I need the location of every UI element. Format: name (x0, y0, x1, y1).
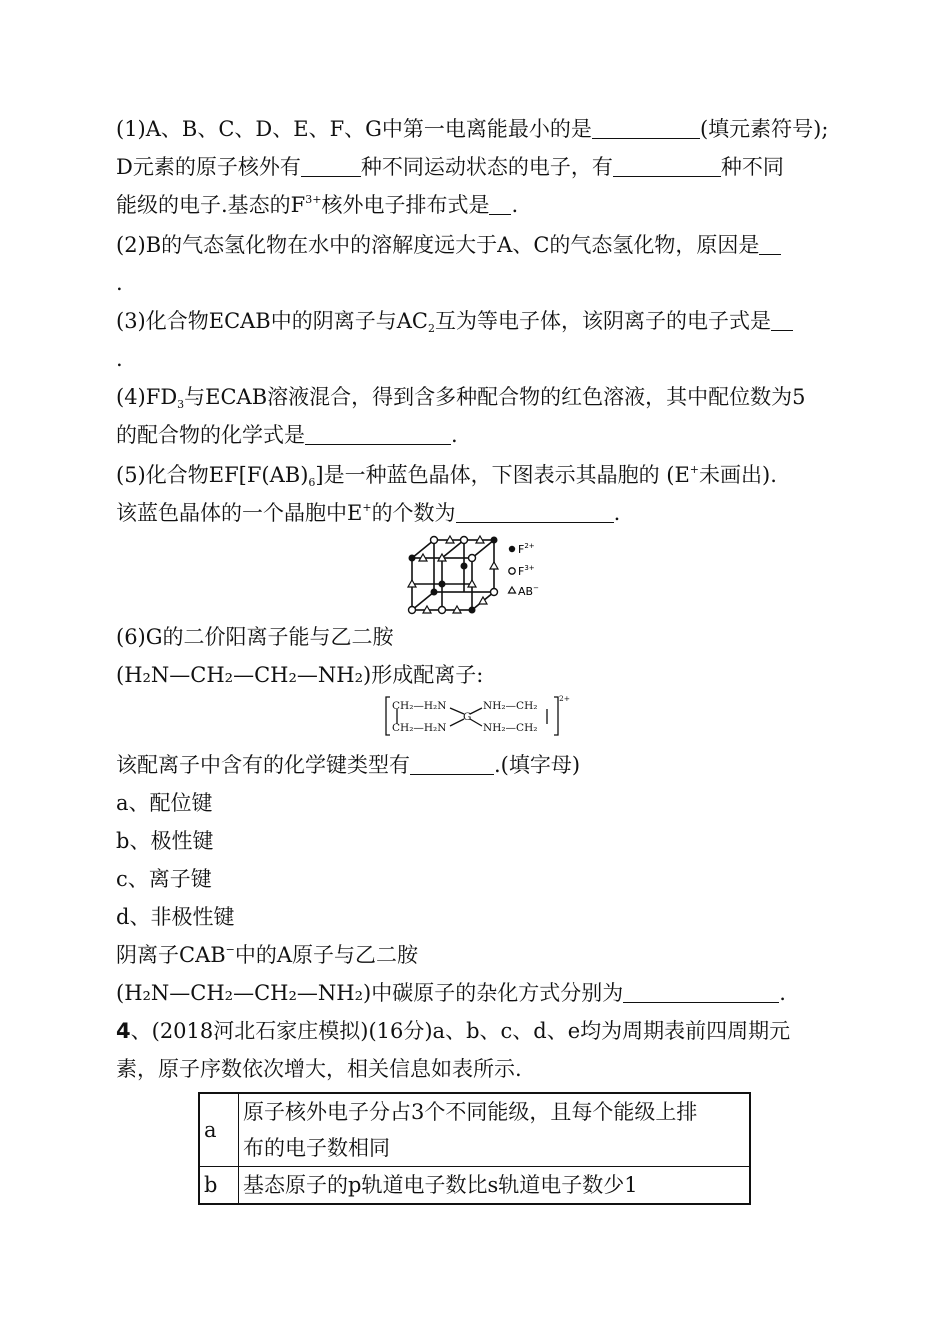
q7-line2 (116, 1054, 522, 1084)
q6-option-d (116, 902, 234, 932)
f3-ion-icon (491, 589, 498, 596)
q1-text-b: (填元素符号); (699, 117, 829, 141)
f3-ion-icon (469, 555, 476, 562)
f3-ion-icon (439, 607, 446, 614)
q7-text-a: 、(2018河北石家庄模拟)(16分)a、b、c、d、e均为周期表前四周期元 (130, 1019, 791, 1043)
table-cell-value: 基态原子的p轨道电子数比s轨道电子数少1 (239, 1167, 751, 1205)
ab-ion-icon (490, 562, 498, 569)
q5-text-a: (5)化合物EF[F(AB) (116, 463, 309, 487)
f2-ion-icon (469, 607, 476, 614)
legend-f3-icon (509, 568, 515, 574)
q4-text-c: 的配合物的化学式是 (116, 423, 305, 447)
q6-text-c: 该配离子中含有的化学键类型有 (116, 753, 410, 777)
complex-center: G (463, 711, 472, 723)
answer-blank[interactable] (301, 156, 361, 177)
complex-charge: 2+ (559, 694, 571, 703)
f2-ion-icon (461, 563, 468, 570)
table-cell-key: a (199, 1093, 239, 1167)
cell-line: 布的电子数相同 (243, 1136, 390, 1160)
legend-ab-label: AB− (518, 584, 539, 598)
answer-blank[interactable] (305, 424, 451, 445)
q6-line5 (116, 978, 786, 1008)
q6-text-d: .(填字母) (494, 753, 581, 777)
q7-text-b: 素，原子序数依次增大，相关信息如表所示. (116, 1057, 522, 1081)
f3-ion-icon (431, 537, 438, 544)
option-label: c、离子键 (116, 867, 212, 891)
q6-line4 (116, 940, 418, 970)
superscript: + (362, 501, 372, 514)
legend-ab-icon (509, 587, 516, 593)
subscript: 6 (308, 476, 316, 489)
f2-ion-icon (409, 555, 416, 562)
q1-text-d: 种不同运动状态的电子，有 (360, 155, 613, 179)
q6-option-b (116, 826, 213, 856)
q5-text-e: 的个数为 (371, 501, 456, 525)
f3-ion-icon (409, 607, 416, 614)
q3-line2 (116, 344, 123, 374)
complex-left-bottom: CH₂—H₂N (392, 722, 447, 734)
q5-text-b: ]是一种蓝色晶体，下图表示其晶胞的 (E (315, 463, 690, 487)
answer-blank[interactable] (613, 156, 721, 177)
f2-ion-icon (439, 581, 446, 588)
q6-text-g: (H₂N—CH₂—CH₂—NH₂)中碳原子的杂化方式分别为 (116, 981, 624, 1005)
q2-text-end: . (116, 271, 123, 295)
q4-text-end: . (451, 423, 458, 447)
table-cell-value (239, 1093, 751, 1167)
q6-option-a (116, 788, 213, 818)
superscript: 3+ (305, 193, 322, 206)
crystal-cell-diagram (400, 532, 560, 614)
q1-text-g: 核外电子排布式是 (321, 193, 490, 217)
q6-text-e: 阴离子CAB (116, 943, 226, 967)
q1-line2 (116, 152, 784, 182)
q6-line1 (116, 622, 394, 652)
table-row (199, 1167, 750, 1205)
q6-option-c (116, 864, 212, 894)
q5-text-d: 该蓝色晶体的一个晶胞中E (116, 501, 363, 525)
q1-text-f: 能级的电子.基态的F (116, 193, 306, 217)
f2-ion-icon (431, 589, 438, 596)
legend-f3-label: $F^{3+}$ (518, 564, 535, 578)
legend-f2-icon (509, 546, 515, 552)
answer-blank[interactable] (456, 502, 614, 523)
q6-line3 (116, 750, 580, 780)
question-number: 4 (116, 1019, 131, 1043)
q2-line2 (116, 268, 123, 298)
q5-text-end: . (613, 501, 621, 525)
complex-right-top: NH₂—CH₂ (483, 700, 538, 712)
q3-line1 (116, 306, 793, 336)
answer-blank[interactable] (410, 754, 494, 775)
q6-text-a: (6)G的二价阳离子能与乙二胺 (116, 625, 394, 649)
f2-ion-icon (491, 537, 498, 544)
q1-line3 (116, 190, 518, 220)
subscript: 2 (427, 322, 435, 335)
q2-line1 (116, 230, 781, 260)
q6-text-f: 中的A原子与乙二胺 (234, 943, 419, 967)
q7-line1 (116, 1016, 790, 1046)
complex-ion-structure (384, 694, 574, 738)
q1-line1 (116, 114, 828, 144)
q6-text-b: (H₂N—CH₂—CH₂—NH₂)形成配离子: (116, 663, 484, 687)
q2-text: (2)B的气态氢化物在水中的溶解度远大于A、C的气态氢化物，原因是 (116, 233, 760, 257)
complex-left-top: CH₂—H₂N (392, 700, 447, 712)
q5-line1 (116, 460, 777, 490)
option-label: d、非极性键 (116, 905, 235, 929)
q1-text-a: (1)A、B、C、D、E、F、G中第一电离能最小的是 (116, 117, 592, 141)
subscript: 3 (177, 398, 185, 411)
table-row (199, 1093, 750, 1167)
q5-line2 (116, 498, 620, 528)
q1-text-c: D元素的原子核外有 (116, 155, 301, 179)
q1-text-e: 种不同 (720, 155, 784, 179)
q6-line2 (116, 660, 483, 690)
table-cell-key: b (199, 1167, 239, 1205)
q3-text-b: 互为等电子体，该阴离子的电子式是 (434, 309, 771, 333)
q3-text-a: (3)化合物ECAB中的阴离子与AC (116, 309, 428, 333)
option-label: a、配位键 (116, 791, 213, 815)
q3-text-end: . (116, 347, 123, 371)
superscript: + (689, 463, 700, 476)
answer-blank[interactable] (759, 234, 781, 255)
q4-line2 (116, 420, 458, 450)
option-label: b、极性键 (116, 829, 214, 853)
answer-blank[interactable] (623, 982, 779, 1003)
q4-text-b: 与ECAB溶液混合，得到含多种配合物的红色溶液，其中配位数为5 (184, 385, 806, 409)
answer-blank[interactable] (489, 194, 511, 215)
q4-text-a: (4)FD (116, 385, 178, 409)
cell-line: 原子核外电子分占3个不同能级，且每个能级上排 (243, 1100, 698, 1124)
superscript: − (225, 943, 235, 956)
answer-blank[interactable] (592, 118, 700, 139)
q4-line1 (116, 382, 806, 412)
q1-text-end: . (511, 193, 519, 217)
complex-right-bottom: NH₂—CH₂ (483, 722, 538, 734)
answer-blank[interactable] (771, 310, 793, 331)
q5-text-c: 未画出). (699, 463, 777, 487)
f3-ion-icon (461, 537, 468, 544)
info-table (198, 1092, 751, 1205)
q6-text-end: . (779, 981, 786, 1005)
legend-f2-label: $F^{2+}$ (518, 542, 535, 556)
